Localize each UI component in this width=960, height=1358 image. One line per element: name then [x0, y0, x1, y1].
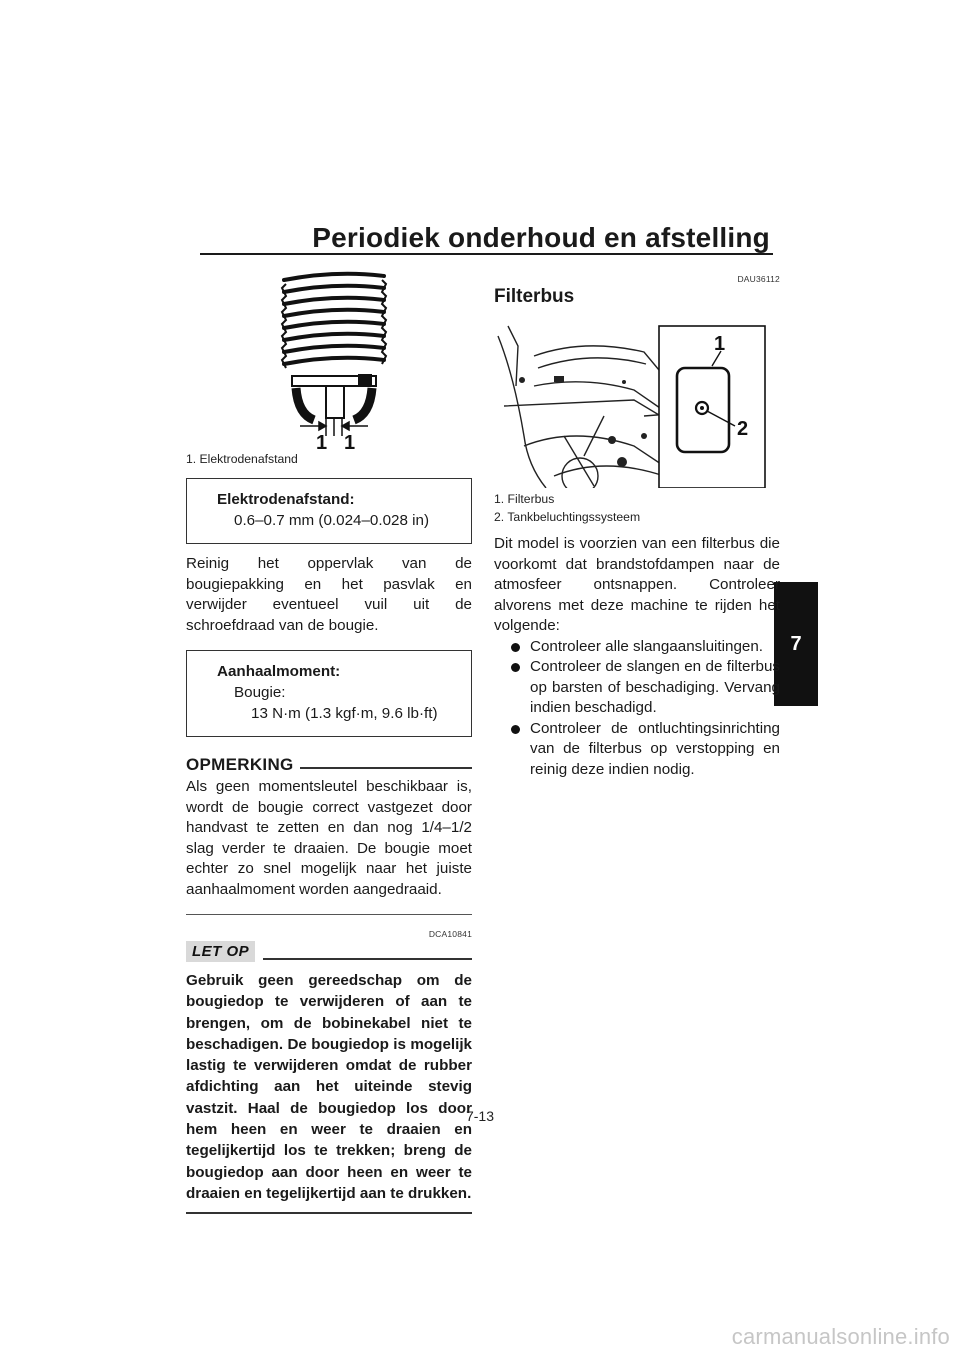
- chapter-tab: 7: [774, 582, 818, 706]
- list-item-text: Controleer de slangen en de filterbus op barsten of beschadiging. Vervang indien beschadigd.: [530, 658, 780, 716]
- page-number: 7-13: [465, 1108, 495, 1124]
- spec-item: Bougie:: [234, 684, 286, 701]
- bullet-icon: [511, 663, 520, 672]
- list-item: [494, 719, 780, 781]
- note-title: OPMERKING: [186, 755, 294, 774]
- figure-caption-2: 2. Tankbeluchtingssysteem: [494, 510, 641, 524]
- caution-rule: [263, 958, 472, 960]
- caution-badge: LET OP: [186, 941, 255, 962]
- figure-caption-1: 1. Filterbus: [494, 492, 555, 506]
- list-item-text: Controleer de ontluchtingsinrichting van de filterbus op verstopping en reinig deze indien nodig.: [530, 719, 780, 778]
- spec-label: Elektrodenafstand:: [217, 491, 355, 508]
- spec-label: Aanhaalmoment:: [217, 663, 341, 680]
- clean-instruction: Reinig het oppervlak van de bougiepakking en het pasvlak en verwijder eventueel vuil uit de schroefdraad van de bougie.: [186, 555, 472, 634]
- figure-caption: 1. Elektrodenafstand: [186, 452, 298, 466]
- motorcycle-filter-illustration: [494, 316, 780, 488]
- list-item-text: Controleer alle slangaansluitingen.: [530, 637, 764, 655]
- figure-callout-vent: 2: [737, 418, 749, 440]
- note-end-rule: [186, 914, 472, 915]
- caution-end-rule: [186, 1212, 472, 1214]
- check-list: [494, 637, 780, 781]
- spec-box-gap: [186, 478, 472, 544]
- spec-box-torque: [186, 650, 472, 737]
- bullet-icon: [511, 725, 520, 734]
- spec-value: 0.6–0.7 mm (0.024–0.028 in): [234, 512, 430, 529]
- left-column: [186, 270, 472, 1214]
- section-title: Filterbus: [494, 286, 575, 307]
- note-rule: [300, 767, 472, 768]
- figure-callout-right: 1: [344, 432, 356, 452]
- section-code: DAU36112: [737, 274, 780, 284]
- list-item: [494, 657, 780, 719]
- right-column: [494, 270, 780, 780]
- figure-callout-filter: 1: [714, 333, 726, 355]
- list-item: [494, 637, 780, 658]
- caution-code: DCA10841: [428, 929, 472, 939]
- caution-text: Gebruik geen gereedschap om de bougiedop te verwijderen of aan te brengen, om de bobinekabel niet te beschadigen. De bougiedop is mogelijk lastig te verwijderen omdat de rubber afdichting aan het uiteinde stevig vastzit. Haal de bougiedop los door hem heen en weer te draaien en tegelijkertijd los te trekken; breng de bougiedop aan door heen en weer te draaien en tegelijkertijd aan te drukken.: [186, 972, 472, 1202]
- figure-callout-left: 1: [316, 432, 328, 452]
- caution-heading: [186, 941, 472, 962]
- header-rule: [200, 253, 773, 255]
- page-header-title: Periodiek onderhoud en afstelling: [312, 222, 770, 253]
- bullet-icon: [511, 643, 520, 652]
- spark-plug-illustration: [186, 270, 472, 452]
- footer-watermark: carmanualsonline.info: [731, 1324, 950, 1349]
- spec-value: 13 N·m (1.3 kgf·m, 9.6 lb·ft): [251, 705, 438, 722]
- note-heading: [186, 755, 472, 775]
- filter-intro: Dit model is voorzien van een filterbus die voorkomt dat brandstofdampen naar de atmosfeer ontsnappen. Controleer alvorens met deze machine te rijden het volgende:: [494, 535, 780, 634]
- note-text: Als geen momentsleutel beschikbaar is, wordt de bougie correct vastgezet door handvast te zetten en dan nog 1/4–1/2 slag verder te draaien. De bougie moet echter zo snel mogelijk naar het juiste aanhaalmoment worden aangedraaid.: [186, 778, 472, 898]
